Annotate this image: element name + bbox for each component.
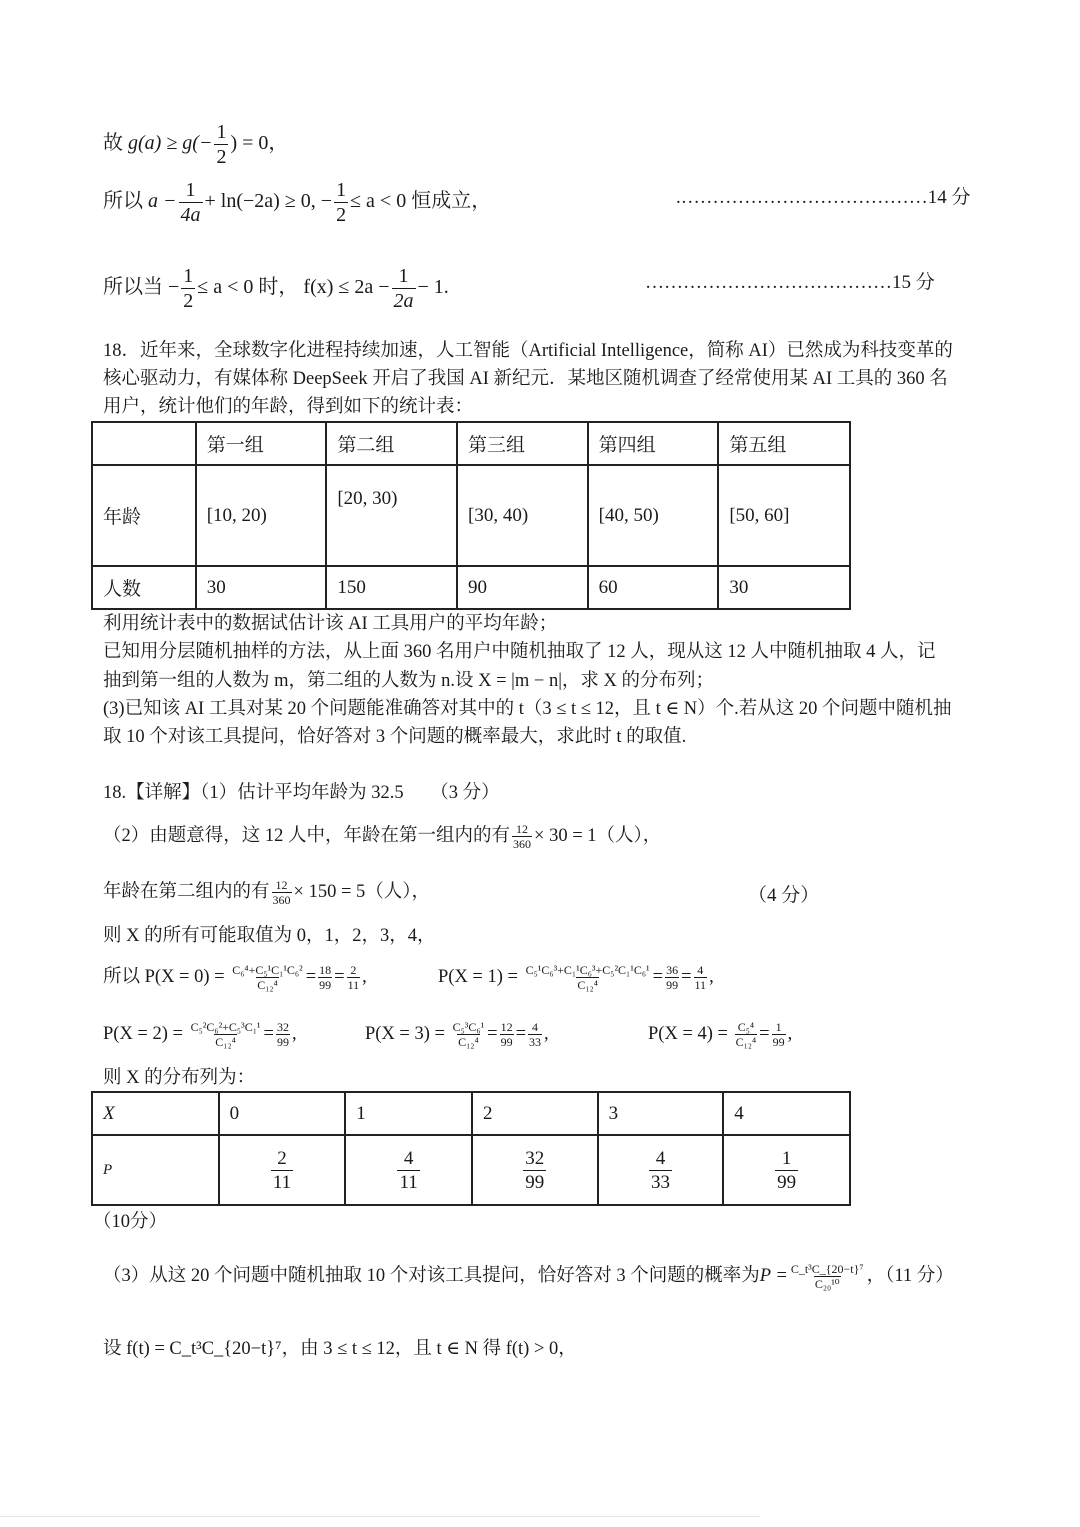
- math-expr: ≤ a < 0 时， f(x) ≤ 2a −: [197, 276, 390, 299]
- frac-den: 99: [777, 1171, 797, 1193]
- solution-part3-line1: [103, 1262, 954, 1290]
- frac-den: C₂₀¹⁰: [814, 1277, 840, 1292]
- score-label: （3 分）: [430, 783, 500, 803]
- frac-den: 11: [399, 1171, 418, 1193]
- table-cell: 第一组: [196, 422, 327, 465]
- fraction: [775, 1149, 798, 1192]
- frac-num: 18: [319, 963, 332, 978]
- table-cell: 第五组: [718, 422, 850, 465]
- text: ，（11 分）: [866, 1266, 954, 1286]
- fraction: [214, 122, 228, 167]
- table-cell: [345, 1135, 472, 1205]
- frac-num: 12: [516, 822, 529, 837]
- math-expr: ) = 0，: [230, 132, 289, 155]
- frac-num: 1: [336, 179, 347, 201]
- text: （3）从这 20 个问题中随机抽取 10 个对该工具提问，恰好答对 3 个问题的概率为: [103, 1266, 760, 1286]
- fraction: [649, 1149, 672, 1192]
- frac-num: 1: [185, 179, 196, 201]
- frac-den: 2a: [393, 290, 414, 312]
- table-cell: [472, 1135, 598, 1205]
- table-cell: [723, 1135, 850, 1205]
- prev-line-1: [103, 122, 288, 167]
- fraction: [452, 1021, 486, 1048]
- frac-num: C₆⁴+C₅¹C₁¹C₆²: [232, 963, 303, 978]
- prob-x2: P(X = 2) = $\frac{\text{C₅²C₆²+C₅³C₁¹}}{\text{C₁₂⁴}}$ = $\frac{32}{99}$ ,: [103, 1020, 297, 1050]
- frac-num: 32: [525, 1147, 545, 1169]
- fraction: [525, 964, 651, 991]
- table-cell: 2: [472, 1092, 598, 1135]
- text: P(X = 1) =: [438, 967, 518, 987]
- text: 年龄在第二组内的有: [103, 882, 270, 902]
- table-header-row: [92, 422, 850, 465]
- question-2a: 已知用分层随机抽样的方法，从上面 360 名用户中随机抽取了 12 人，现从这 12 人中随机抽取 4 人，记: [103, 642, 936, 662]
- prob-x1: P(X = 1) = $\frac{\text{C₅¹C₆³+C₁¹C₆³+C₅²C₁¹C₆¹}}{\text{C₁₂⁴}}$ = $\frac{36}{99}$ = $\frac{4}{11}$ ,: [438, 963, 714, 993]
- solution-part2-line1: [103, 822, 661, 850]
- frac-num: 36: [666, 963, 679, 978]
- frac-num: 2: [277, 1147, 287, 1169]
- frac-num: C₅²C₆²+C₅³C₁¹: [190, 1020, 261, 1035]
- problem-intro-2: 核心驱动力，有媒体称 DeepSeek 开启了我国 AI 新纪元．某地区随机调查了经常使用某 AI 工具的 360 名: [103, 369, 948, 389]
- frac-num: 12: [275, 878, 288, 893]
- table-cell: 30: [196, 566, 327, 609]
- frac-num: 1: [216, 121, 227, 143]
- age-stats-table: [91, 421, 851, 610]
- table-row-count: [92, 566, 850, 609]
- frac-num: 32: [276, 1020, 289, 1035]
- page-bottom-rule: [0, 1516, 760, 1517]
- frac-den: 2: [216, 146, 227, 168]
- leader-dots: .…………………………………: [676, 187, 928, 208]
- frac-den: 11: [272, 1171, 292, 1193]
- score-4: （4 分）: [748, 885, 820, 906]
- table-row-age: [92, 465, 850, 566]
- frac-den: 99: [666, 978, 679, 993]
- fraction: [523, 1149, 546, 1192]
- text: × 150 = 5（人），: [293, 882, 431, 902]
- fraction: [318, 964, 332, 991]
- fraction: [392, 266, 416, 311]
- frac-den: 99: [276, 1035, 289, 1050]
- text: （2）由题意得，这 12 人中，年龄在第一组内的有: [103, 826, 511, 846]
- fraction: [735, 1021, 758, 1048]
- fraction: [665, 964, 679, 991]
- frac-den: 99: [525, 1171, 545, 1193]
- text: P(X = 2) =: [103, 1024, 183, 1044]
- frac-den: 2: [336, 204, 347, 226]
- fraction: [694, 964, 708, 991]
- frac-num: C₅⁴: [737, 1020, 755, 1035]
- dist-label: 则 X 的分布列为：: [103, 1068, 256, 1088]
- frac-den: C₁₂⁴: [257, 978, 278, 993]
- row-label: 年龄: [92, 465, 196, 566]
- fraction: [790, 1263, 865, 1290]
- frac-den: 99: [500, 1035, 513, 1050]
- solution-part2-line2: [103, 878, 430, 906]
- frac-den: 11: [694, 978, 707, 993]
- frac-num: 2: [350, 963, 357, 978]
- table-cell: [30, 40): [457, 465, 588, 566]
- table-cell: [50, 60]: [718, 465, 850, 566]
- frac-den: C₁₂⁴: [735, 1035, 757, 1050]
- table-cell: 30: [718, 566, 850, 609]
- text: 故: [103, 132, 123, 155]
- table-cell: [10, 20): [196, 465, 327, 566]
- table-cell: 0: [219, 1092, 346, 1135]
- fraction: [512, 823, 532, 850]
- score-label: 15 分: [892, 272, 935, 293]
- fraction: [190, 1021, 262, 1048]
- fraction: [276, 1021, 290, 1048]
- table-cell: [598, 1135, 724, 1205]
- frac-num: 4: [532, 1020, 539, 1035]
- fraction: [772, 1021, 786, 1048]
- table-cell: [219, 1135, 346, 1205]
- frac-den: 360: [272, 893, 291, 908]
- prob-x4: P(X = 4) = $\frac{\text{C₅⁴}}{\text{C₁₂⁴}}$ = $\frac{1}{99}$ ,: [648, 1020, 793, 1050]
- question-3a: (3)已知该 AI 工具对某 20 个问题能准确答对其中的 t（3 ≤ t ≤ 12，且 t ∈ N）个.若从这 20 个问题中随机抽: [103, 699, 952, 719]
- prob-x3: P(X = 3) = $\frac{\text{C₅³C₆¹}}{\text{C₁₂⁴}}$ = $\frac{12}{99}$ = $\frac{4}{33}$ ,: [365, 1020, 549, 1050]
- table-cell: 第三组: [457, 422, 588, 465]
- frac-den: C₁₂⁴: [215, 1035, 236, 1050]
- fraction: [528, 1021, 542, 1048]
- frac-den: C₁₂⁴: [458, 1035, 479, 1050]
- row-label: X: [92, 1092, 219, 1135]
- frac-num: 4: [403, 1147, 414, 1169]
- fraction: [347, 964, 361, 991]
- frac-num: 12: [500, 1020, 513, 1035]
- frac-num: 4: [655, 1147, 666, 1169]
- prev-line-2: [103, 180, 491, 225]
- frac-num: C_t³C_{20−t}⁷: [790, 1262, 864, 1277]
- frac-den: 360: [513, 837, 532, 852]
- frac-num: 1: [775, 1020, 782, 1035]
- dist-row-x: [92, 1092, 850, 1135]
- frac-den: 11: [347, 978, 360, 993]
- table-cell: 150: [326, 566, 457, 609]
- row-label: 人数: [92, 566, 196, 609]
- row-label: P: [92, 1135, 219, 1205]
- frac-num: 1: [398, 265, 409, 287]
- frac-den: 99: [319, 978, 332, 993]
- table-cell: 4: [723, 1092, 850, 1135]
- fraction: [271, 1149, 293, 1192]
- fraction: [272, 879, 292, 906]
- prob-x0: 所以 P(X = 0) = $\frac{\text{C₆⁴+C₅¹C₁¹C₆²}}{\text{C₁₂⁴}}$ = $\frac{18}{99}$ = $\frac{2}{11}$ ,: [103, 963, 367, 993]
- distribution-table: [91, 1091, 851, 1206]
- text: 所以 P(X = 0) =: [103, 967, 225, 987]
- table-cell: 90: [457, 566, 588, 609]
- solution-part3-line2: 设 f(t) = C_t³C_{20−t}⁷，由 3 ≤ t ≤ 12，且 t ∈ N 得 f(t) > 0，: [103, 1339, 577, 1359]
- score-14: [676, 182, 971, 209]
- table-cell: [92, 422, 196, 465]
- fraction: [397, 1149, 419, 1192]
- table-cell: [20, 30): [326, 465, 457, 566]
- leader-dots: …………………………………: [645, 272, 892, 293]
- dist-row-p: [92, 1135, 850, 1205]
- table-cell: [40, 50): [588, 465, 719, 566]
- text: P(X = 3) =: [365, 1024, 445, 1044]
- score-label: 14 分: [927, 187, 971, 208]
- problem-intro-1: 18．近年来，全球数字化进程持续加速，人工智能（Artificial Intelligence，简称 AI）已然成为科技变革的: [103, 341, 953, 361]
- text: 所以当 −: [103, 276, 180, 299]
- score-10: （10分）: [93, 1212, 168, 1232]
- table-cell: 第四组: [588, 422, 719, 465]
- question-1: 利用统计表中的数据试估计该 AI 工具用户的平均年龄；: [103, 614, 558, 634]
- frac-den: 2: [183, 290, 194, 312]
- solution-part1: [103, 779, 500, 807]
- question-2b: 抽到第一组的人数为 m，第二组的人数为 n.设 X = |m − n|，求 X 的分布列；: [103, 671, 715, 691]
- question-3b: 取 10 个对该工具提问，恰好答对 3 个问题的概率最大，求此时 t 的取值.: [103, 727, 687, 747]
- math-expr: a −: [148, 190, 177, 213]
- fraction: [500, 1021, 514, 1048]
- frac-den: 33: [650, 1171, 670, 1193]
- frac-den: 4a: [180, 204, 201, 226]
- frac-num: 1: [183, 265, 194, 287]
- text: P(X = 4) =: [648, 1024, 728, 1044]
- math-expr: − 1.: [417, 276, 449, 299]
- text: 18.【详解】（1）估计平均年龄为 32.5: [103, 783, 404, 803]
- frac-den: 99: [772, 1035, 785, 1050]
- text: 所以: [103, 190, 143, 213]
- values-line: 则 X 的所有可能取值为 0，1，2，3，4，: [103, 926, 436, 946]
- table-cell: 60: [588, 566, 719, 609]
- math-expr: + ln(−2a) ≥ 0, −: [204, 190, 333, 213]
- fraction: [231, 964, 304, 991]
- table-cell: 3: [598, 1092, 724, 1135]
- text: × 30 = 1（人），: [534, 826, 662, 846]
- frac-num: 4: [697, 963, 704, 978]
- prev-line-3: [103, 266, 449, 311]
- fraction: [334, 180, 348, 225]
- fraction: [179, 180, 203, 225]
- frac-num: C₅³C₆¹: [452, 1020, 485, 1035]
- frac-num: C₅¹C₆³+C₁¹C₆³+C₅²C₁¹C₆¹: [525, 963, 650, 978]
- math-expr: ≤ a < 0 恒成立，: [350, 190, 492, 213]
- frac-num: 1: [781, 1147, 792, 1169]
- score-15: [645, 267, 935, 294]
- math-expr: P =: [759, 1266, 788, 1286]
- problem-intro-3: 用户，统计他们的年龄，得到如下的统计表：: [103, 397, 474, 417]
- frac-den: 33: [529, 1035, 542, 1050]
- fraction: [181, 266, 195, 311]
- frac-den: C₁₂⁴: [577, 978, 598, 993]
- table-cell: 1: [345, 1092, 472, 1135]
- table-cell: 第二组: [326, 422, 457, 465]
- math-expr: g(a) ≥ g(−: [128, 132, 213, 155]
